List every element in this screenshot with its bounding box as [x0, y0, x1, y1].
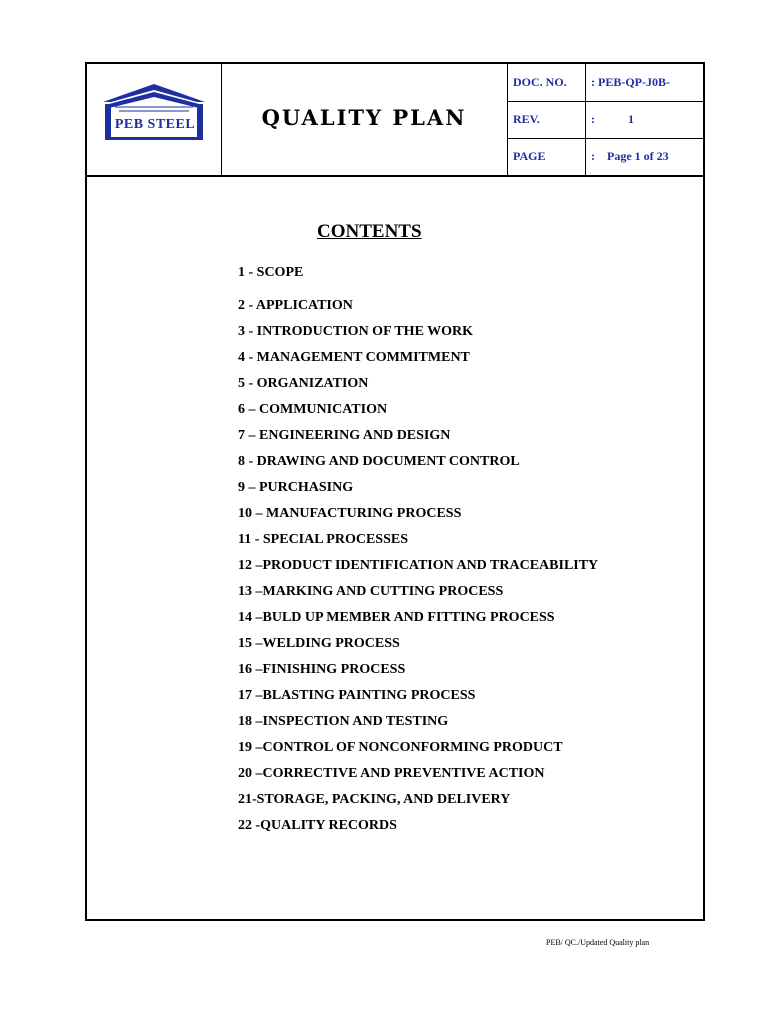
document-title: QUALITY PLAN: [261, 105, 467, 130]
toc-item: 12 –PRODUCT IDENTIFICATION AND TRACEABILITY: [238, 558, 599, 573]
toc-item: 16 –FINISHING PROCESS: [238, 662, 406, 677]
toc-item: 3 - INTRODUCTION OF THE WORK: [238, 324, 474, 339]
table-of-contents: [238, 264, 598, 843]
rev-row: [507, 101, 703, 139]
logo-text: PEB STEEL: [114, 117, 196, 132]
toc-item: 10 – MANUFACTURING PROCESS: [238, 506, 462, 521]
toc-item: 21-STORAGE, PACKING, AND DELIVERY: [238, 792, 511, 807]
toc-item: 5 - ORGANIZATION: [238, 376, 369, 391]
toc-item: 22 -QUALITY RECORDS: [238, 818, 397, 833]
toc-item: 6 – COMMUNICATION: [238, 402, 388, 417]
toc-item: 11 - SPECIAL PROCESSES: [238, 532, 408, 547]
page-label: PAGE: [513, 149, 546, 163]
rev-label: REV.: [513, 112, 540, 126]
toc-item: 13 –MARKING AND CUTTING PROCESS: [238, 584, 504, 599]
divider: [585, 138, 586, 175]
toc-item: 20 –CORRECTIVE AND PREVENTIVE ACTION: [238, 766, 545, 781]
rev-value: : 1: [591, 112, 634, 126]
document-page: [85, 62, 705, 921]
page-row: [507, 138, 703, 175]
toc-item: 17 –BLASTING PAINTING PROCESS: [238, 688, 476, 703]
toc-item: 2 - APPLICATION: [238, 298, 353, 313]
doc-no-label: DOC. NO.: [513, 75, 567, 89]
document-info-table: [507, 64, 703, 175]
toc-item: 14 –BULD UP MEMBER AND FITTING PROCESS: [238, 610, 555, 625]
toc-item: 4 - MANAGEMENT COMMITMENT: [238, 350, 470, 365]
doc-no-value: : PEB-QP-J0B-: [591, 75, 670, 89]
title-cell: [221, 64, 508, 175]
divider: [585, 64, 586, 101]
document-header: [87, 64, 703, 177]
toc-item: 15 –WELDING PROCESS: [238, 636, 400, 651]
divider: [585, 101, 586, 138]
toc-item: 19 –CONTROL OF NONCONFORMING PRODUCT: [238, 740, 563, 755]
page-value: : Page 1 of 23: [591, 149, 669, 163]
contents-heading: CONTENTS: [317, 221, 422, 242]
toc-item: 8 - DRAWING AND DOCUMENT CONTROL: [238, 454, 520, 469]
logo-cell: [87, 64, 222, 175]
toc-item: 18 –INSPECTION AND TESTING: [238, 714, 449, 729]
doc-no-row: [507, 64, 703, 102]
toc-item: 7 – ENGINEERING AND DESIGN: [238, 428, 451, 443]
footer-note: PEB/ QC./Updated Quality plan: [546, 938, 650, 947]
toc-item: 9 – PURCHASING: [238, 480, 354, 495]
toc-item: 1 - SCOPE: [238, 265, 304, 280]
